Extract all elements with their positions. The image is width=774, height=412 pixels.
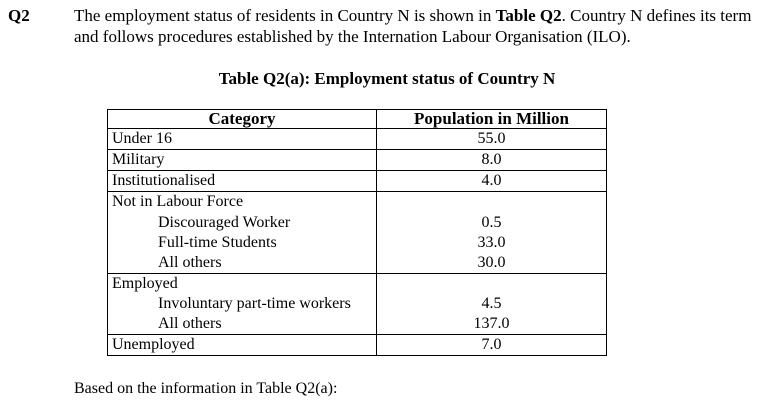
row-label: Full-time Students xyxy=(158,234,277,251)
header-population: Population in Million xyxy=(377,110,607,129)
table-row-group xyxy=(108,274,607,335)
question-number: Q2 xyxy=(8,6,30,25)
row-label: Institutionalised xyxy=(108,171,377,192)
row-value: 55.0 xyxy=(377,129,607,150)
table-row xyxy=(108,171,607,192)
row-label: Involuntary part-time workers xyxy=(158,295,351,312)
row-label: Military xyxy=(108,150,377,171)
group-label: Employed xyxy=(112,275,178,292)
row-value: 8.0 xyxy=(377,150,607,171)
footer-text: Based on the information in Table Q2(a): xyxy=(74,380,338,397)
group-label: Not in Labour Force xyxy=(112,193,244,210)
row-value: 30.0 xyxy=(477,254,506,271)
group-cell-labels xyxy=(108,192,377,274)
intro-text-b: . Country N defines its term and follows procedures established by the Internation Labour Organisation (ILO). xyxy=(74,6,752,46)
row-label: All others xyxy=(158,254,222,271)
intro-bold: Table Q2 xyxy=(495,6,562,25)
row-value: 137.0 xyxy=(473,315,510,332)
table-header-row xyxy=(108,110,607,129)
row-value: 4.5 xyxy=(481,295,502,312)
group-cell-values xyxy=(377,192,607,274)
table-row-group xyxy=(108,192,607,274)
header-category: Category xyxy=(108,110,377,129)
intro-text-a: The employment status of residents in Country N is shown in xyxy=(74,6,496,25)
row-label: All others xyxy=(158,315,222,332)
employment-table xyxy=(107,109,607,356)
table-row xyxy=(108,129,607,150)
question-intro xyxy=(74,5,764,47)
table-row xyxy=(108,150,607,171)
group-cell-values xyxy=(377,274,607,335)
group-cell-labels xyxy=(108,274,377,335)
table-row xyxy=(108,335,607,356)
row-value: 4.0 xyxy=(377,171,607,192)
table-title: Table Q2(a): Employment status of Country N xyxy=(218,69,556,88)
row-value: 0.5 xyxy=(481,214,502,231)
row-value: 33.0 xyxy=(477,234,506,251)
row-label: Unemployed xyxy=(108,335,377,356)
row-value: 7.0 xyxy=(377,335,607,356)
row-label: Discouraged Worker xyxy=(158,214,291,231)
row-label: Under 16 xyxy=(108,129,377,150)
